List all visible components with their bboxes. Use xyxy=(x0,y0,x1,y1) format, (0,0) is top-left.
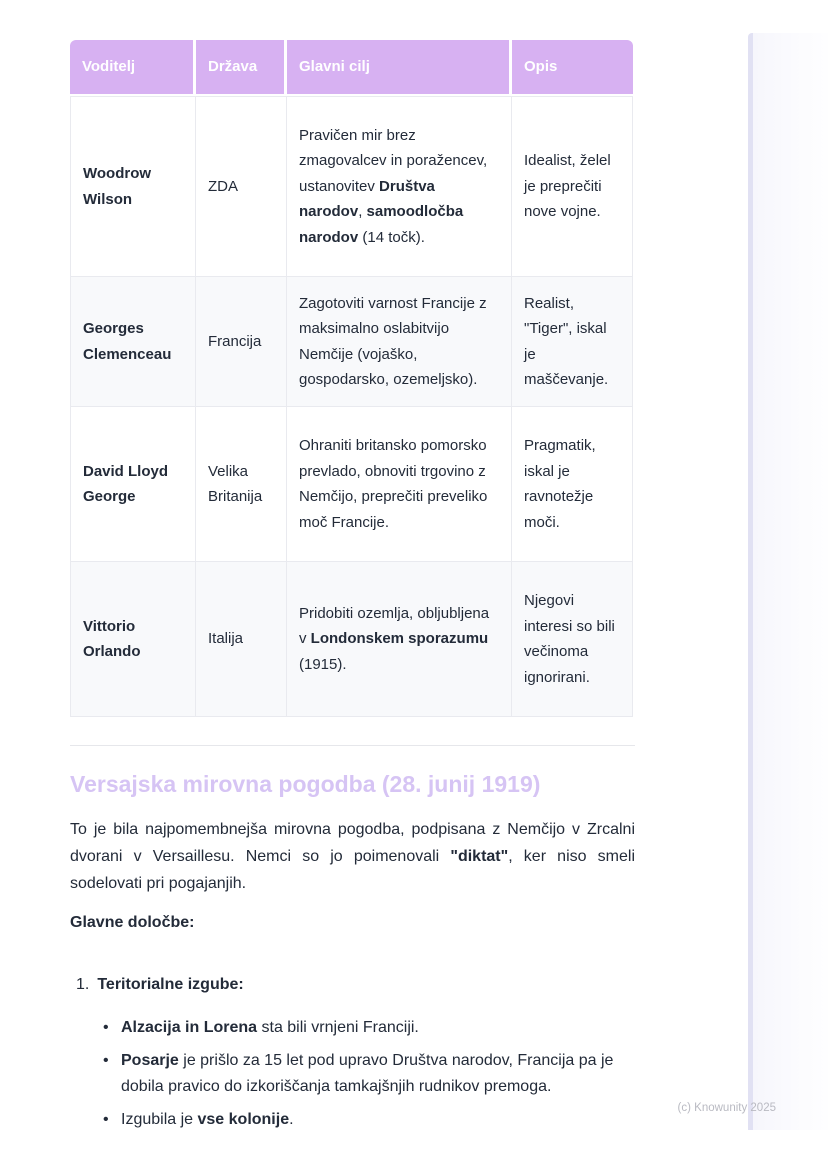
list-item-title: Teritorialne izgube: xyxy=(97,975,244,993)
leader-description: Realist, "Tiger", iskal je maščevanje. xyxy=(512,277,633,407)
next-page-edge[interactable] xyxy=(748,33,828,1130)
leader-description: Njegovi interesi so bili večinoma ignorirani. xyxy=(512,562,633,717)
leader-goal: Ohraniti britansko pomorsko prevlado, obnoviti trgovino z Nemčijo, preprečiti preveliko moč Francije. xyxy=(287,407,512,562)
page-content xyxy=(70,40,635,1140)
leaders-table xyxy=(70,40,633,717)
numbered-list-item xyxy=(70,972,635,998)
leader-name: David Lloyd George xyxy=(70,407,196,562)
table-row xyxy=(70,277,633,407)
leader-name: Woodrow Wilson xyxy=(70,96,196,277)
leader-country: Velika Britanija xyxy=(196,407,287,562)
leader-description: Pragmatik, iskal je ravnotežje moči. xyxy=(512,407,633,562)
leader-name: Georges Clemenceau xyxy=(70,277,196,407)
list-item: • Alzacija in Lorena sta bili vrnjeni Franciji. xyxy=(103,1015,635,1041)
leader-name: Vittorio Orlando xyxy=(70,562,196,717)
leader-description: Idealist, želel je preprečiti nove vojne. xyxy=(512,96,633,277)
leader-country: ZDA xyxy=(196,96,287,277)
section-heading: Versajska mirovna pogodba (28. junij 1919) xyxy=(70,771,541,797)
table-header-row xyxy=(70,40,633,96)
table-row xyxy=(70,407,633,562)
list-item: • Izgubila je vse kolonije. xyxy=(103,1107,635,1133)
table-row xyxy=(70,562,633,717)
column-header-voditelj: Voditelj xyxy=(70,40,196,96)
list-number: 1. xyxy=(76,975,90,993)
leader-goal: Pridobiti ozemlja, obljubljena v Londonskem sporazumu (1915). xyxy=(287,562,512,717)
column-header-glavni-cilj: Glavni cilj xyxy=(287,40,512,96)
table-row xyxy=(70,96,633,277)
leader-country: Francija xyxy=(196,277,287,407)
leader-goal: Pravičen mir brez zmagovalcev in poražencev, ustanovitev Društva narodov, samoodločba narodov (14 točk). xyxy=(287,96,512,277)
intro-paragraph: To je bila najpomembnejša mirovna pogodba, podpisana z Nemčijo v Zrcalni dvorani v Versaillesu. Nemci so jo poimenovali "diktat", ker niso smeli sodelovati pri pogajanjih. xyxy=(70,820,636,892)
leader-goal: Zagotoviti varnost Francije z maksimalno oslabitvijo Nemčije (vojaško, gospodarsko, ozemeljsko). xyxy=(287,277,512,407)
leader-country: Italija xyxy=(196,562,287,717)
subheading-glavne-dolocbe: Glavne določbe: xyxy=(70,913,195,931)
section-divider xyxy=(70,745,635,746)
column-header-drzava: Država xyxy=(196,40,287,96)
copyright-watermark: (c) Knowunity 2025 xyxy=(677,1102,776,1114)
bullet-list xyxy=(70,1015,635,1133)
list-item: • Posarje je prišlo za 15 let pod upravo Društva narodov, Francija pa je dobila pravico do izkoriščanja tamkajšnjih rudnikov premoga. xyxy=(103,1048,635,1100)
column-header-opis: Opis xyxy=(512,40,633,96)
